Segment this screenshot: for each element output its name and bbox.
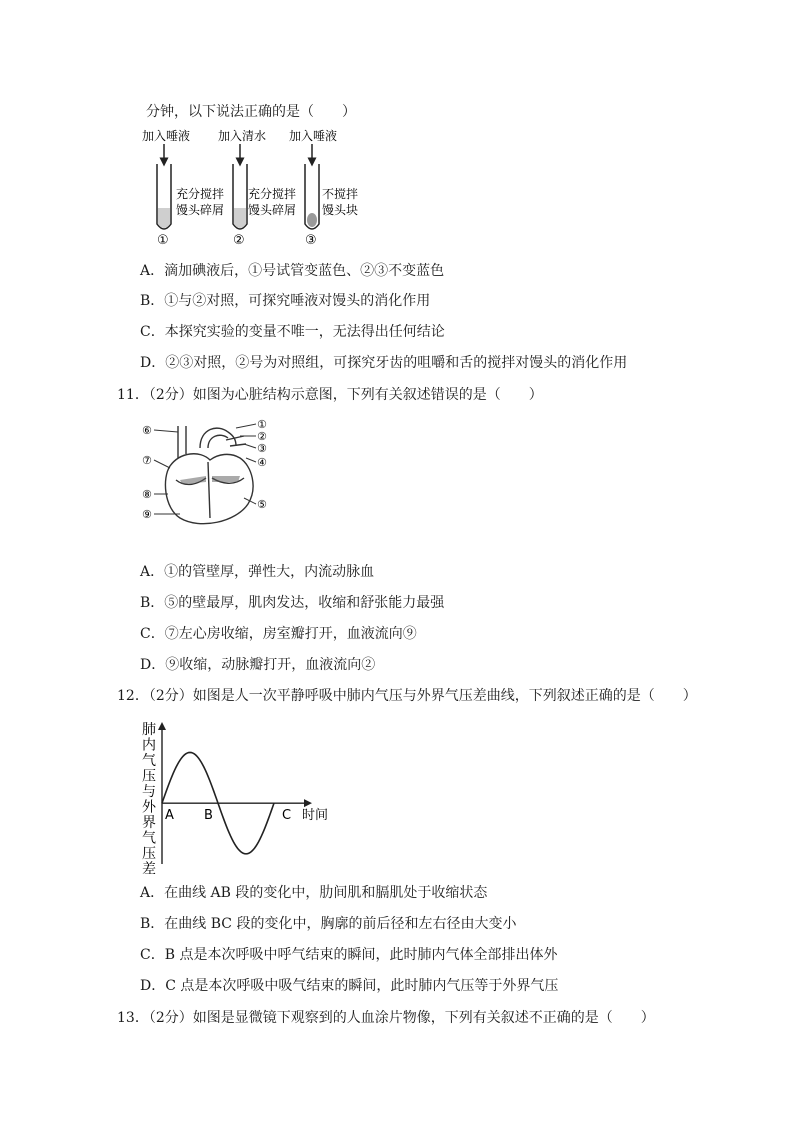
chart-y-axis-label-char: 与 <box>142 784 156 800</box>
q10-test-tube-figure <box>136 126 371 248</box>
chart-x-axis-label: 时间 <box>302 808 329 824</box>
q11-option-c: C．⑦左心房收缩，房室瓣打开，血液流向⑨ <box>140 626 417 642</box>
q13-stem: 13．（2分）如图是显微镜下观察到的人血涂片物像，下列有关叙述不正确的是（ ） <box>117 1010 655 1026</box>
tube3-top-label: 加入唾液 <box>289 129 338 143</box>
tube2-top-label: 加入清水 <box>218 129 267 143</box>
tube3-bread-block <box>307 213 317 227</box>
chart-y-axis-label-char: 气 <box>142 753 156 769</box>
q10-stem-tail: 分钟，以下说法正确的是（ ） <box>146 104 356 120</box>
q10-option-b: B．①与②对照，可探究唾液对馒头的消化作用 <box>140 293 431 309</box>
q12-stem: 12．（2分）如图是人一次平静呼吸中肺内气压与外界气压差曲线，下列叙述正确的是（ ） <box>117 688 697 704</box>
q11-heart-figure <box>140 418 275 528</box>
chart-y-axis-label-char: 内 <box>142 737 156 754</box>
q12-pressure-chart <box>138 714 329 878</box>
q10-option-a: A．滴加碘液后，①号试管变蓝色、②③不变蓝色 <box>140 263 445 279</box>
heart-label-6: ⑥ <box>142 424 152 437</box>
heart-label-9: ⑨ <box>142 508 152 521</box>
tube3-number: ③ <box>305 233 317 248</box>
heart-label-7: ⑦ <box>142 454 152 467</box>
tube2-side-label-2: 馒头碎屑 <box>248 203 297 217</box>
heart-septum <box>208 462 210 518</box>
chart-y-axis-arrow <box>158 722 166 730</box>
chart-y-axis-label-char: 外 <box>142 799 156 816</box>
tube2-side-label: 充分搅拌 <box>248 187 297 201</box>
q11-option-a: A．①的管壁厚，弹性大，内流动脉血 <box>140 564 375 580</box>
q11-stem: 11．（2分）如图为心脏结构示意图，下列有关叙述错误的是（ ） <box>117 387 543 403</box>
q11-option-b: B．⑤的壁最厚，肌肉发达，收缩和舒张能力最强 <box>140 595 445 611</box>
chart-point-label-b: B <box>204 808 213 824</box>
chart-y-axis-label-char: 界 <box>142 815 156 831</box>
q11-option-d: D．⑨收缩，动脉瓣打开，血液流向② <box>140 657 376 673</box>
heart-aortic-arch <box>200 428 236 448</box>
heart-label-1: ① <box>257 418 267 431</box>
q10-option-c: C．本探究实验的变量不唯一，无法得出任何结论 <box>140 324 445 340</box>
heart-label-5: ⑤ <box>257 498 267 511</box>
q12-option-b: B．在曲线 BC 段的变化中，胸廓的前后径和左右径由大变小 <box>140 916 517 932</box>
tube1-number: ① <box>157 233 169 248</box>
tube1-side-label: 充分搅拌 <box>176 187 225 201</box>
tube1-side-label-2: 馒头碎屑 <box>176 203 225 217</box>
chart-point-label-c: C <box>282 808 292 824</box>
chart-y-axis-label-char: 压 <box>142 768 156 785</box>
q10-option-d: D．②③对照，②号为对照组，可探究牙齿的咀嚼和舌的搅拌对馒头的消化作用 <box>140 355 628 371</box>
heart-label-2: ② <box>257 430 267 443</box>
tube1-contents <box>158 208 170 228</box>
tube3-side-label-2: 馒头块 <box>322 203 359 217</box>
tube1-top-label: 加入唾液 <box>142 129 191 143</box>
q12-option-d: D．C 点是本次呼吸中吸气结束的瞬间，此时肺内气压等于外界气压 <box>140 978 559 994</box>
chart-point-label-a: A <box>165 808 174 824</box>
chart-y-axis-label-char: 气 <box>142 830 156 847</box>
chart-y-axis-label-char: 差 <box>142 861 156 878</box>
q12-option-c: C．B 点是本次呼吸中呼气结束的瞬间，此时肺内气体全部排出体外 <box>140 947 558 963</box>
tube3-side-label: 不搅拌 <box>322 187 359 201</box>
heart-label-4: ④ <box>257 456 267 469</box>
tube2-number: ② <box>233 233 245 248</box>
chart-y-axis-label-char: 肺 <box>142 722 156 738</box>
tube2-contents <box>234 208 246 228</box>
chart-y-axis-label-char: 压 <box>142 846 156 862</box>
chart-y-axis-label <box>142 721 157 878</box>
heart-label-8: ⑧ <box>142 488 152 501</box>
chart-x-axis-arrow <box>304 799 312 807</box>
q12-option-a: A．在曲线 AB 段的变化中，肋间肌和膈肌处于收缩状态 <box>140 885 488 901</box>
heart-label-3: ③ <box>257 442 267 455</box>
heart-superior-vena-cava <box>178 426 186 458</box>
